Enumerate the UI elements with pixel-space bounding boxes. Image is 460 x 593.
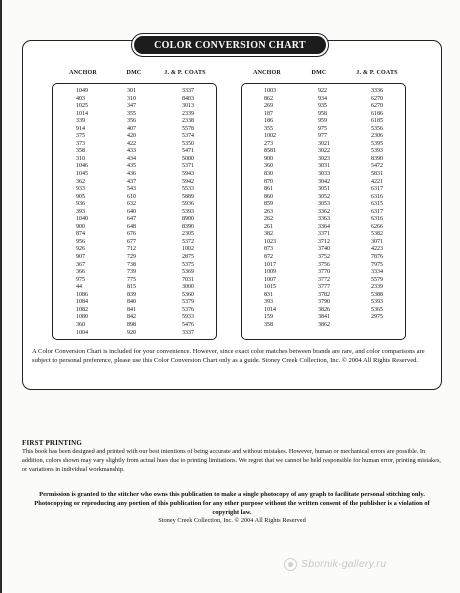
table-cell: 1023	[264, 238, 276, 245]
table-cell: 3336	[371, 88, 383, 94]
table-cell: 422	[127, 140, 136, 147]
table-cell: 2339	[182, 110, 194, 117]
table-cell: 301	[127, 88, 136, 94]
table-cell: 159	[264, 314, 273, 321]
table-cell: 6317	[371, 186, 383, 193]
table-cell: 3022	[318, 148, 330, 155]
table-cell: 5578	[182, 125, 194, 132]
chart-title: COLOR CONVERSION CHART	[132, 34, 328, 56]
table-cell: 3051	[318, 186, 330, 193]
table-cell: 3790	[318, 299, 330, 306]
table-cell: 393	[76, 208, 85, 215]
table-cell: 261	[264, 223, 273, 230]
table-cell: 437	[127, 178, 136, 185]
table-cell: 1082	[76, 306, 88, 313]
table-cell: 977	[318, 133, 327, 140]
table-cell: 273	[264, 140, 273, 147]
table-cell: 1014	[76, 110, 88, 117]
table-cell: 3363	[318, 216, 330, 223]
table-cell: 2305	[182, 231, 194, 238]
table-cell: 647	[127, 216, 136, 223]
table-cell: 729	[127, 254, 136, 261]
table-cell: 4221	[371, 178, 383, 185]
table-cell: 6266	[371, 223, 383, 230]
table-cell: 356	[127, 118, 136, 125]
table-cell: 3862	[318, 321, 330, 328]
table-cell: 870	[264, 178, 273, 185]
table-cell: 3021	[318, 140, 330, 147]
table-cell: 4223	[371, 246, 383, 253]
table-cell: 872	[264, 254, 273, 261]
table-cell: 393	[264, 299, 273, 306]
table-cell: 975	[318, 125, 327, 132]
watermark-text: Sbornik-gallery.ru	[301, 558, 387, 570]
table-cell: 5933	[182, 314, 194, 321]
table-cell: 6316	[371, 193, 383, 200]
table-cell: 269	[264, 103, 273, 110]
table-cell: 5476	[182, 321, 194, 328]
table-cell: 5371	[182, 163, 194, 170]
col-left-jpcoats	[182, 88, 222, 337]
table-cell: 839	[127, 291, 136, 298]
header-dmc-right: DMC	[311, 70, 327, 76]
header-dmc-left: DMC	[126, 70, 142, 76]
table-cell: 3000	[182, 284, 194, 291]
table-cell: 44	[76, 284, 82, 291]
table-cell: 841	[127, 306, 136, 313]
table-cell: 6270	[371, 103, 383, 110]
table-cell: 859	[264, 201, 273, 208]
table-cell: 5356	[371, 125, 383, 132]
table-cell: 5831	[371, 171, 383, 178]
table-cell: 3031	[318, 163, 330, 170]
table-cell: 815	[127, 284, 136, 291]
table-cell: 900	[264, 155, 273, 162]
table-cell: 874	[76, 231, 85, 238]
table-cell: 6185	[371, 118, 383, 125]
permission-notice: Permission is granted to the stitcher who owns this publication to make a single photocopy of any graph to facilitate personal stitching only. Photocopying or reproducing any portion of this publication for any other purpose without the written consent of the publisher is a violation of copyright law.	[34, 491, 430, 517]
table-cell: 632	[127, 201, 136, 208]
header-jpcoats-right: J. & P. COATS	[356, 70, 398, 76]
table-cell: 7031	[182, 276, 194, 283]
table-cell: 7876	[371, 254, 383, 261]
table-cell: 842	[127, 314, 136, 321]
table-cell: 3782	[318, 291, 330, 298]
table-cell: 347	[127, 103, 136, 110]
table-cell: 831	[264, 291, 273, 298]
col-right-anchor	[264, 88, 304, 330]
table-cell: 926	[76, 246, 85, 253]
col-left-dmc	[127, 88, 167, 337]
table-cell: 933	[76, 186, 85, 193]
table-cell: 360	[264, 163, 273, 170]
table-cell: 3362	[318, 208, 330, 215]
table-cell: 2975	[371, 314, 383, 321]
table-cell: 1007	[264, 276, 276, 283]
col-right-dmc	[318, 88, 358, 330]
table-cell: 5533	[182, 186, 194, 193]
table-cell: 1086	[76, 291, 88, 298]
table-cell: 5379	[182, 299, 194, 306]
table-cell: 900	[76, 223, 85, 230]
table-cell: 830	[264, 171, 273, 178]
table-cell: 186	[264, 118, 273, 125]
table-cell: 6270	[371, 95, 383, 102]
chart-disclaimer: A Color Conversion Chart is included for your convenience. However, since exact color matches between brands are rare, and color comparisons are subject to personal preference, please use this Color Conversion Chart only as a guide. Stoney Creek Collection, Inc. © 2004 All Rights Reserved.	[32, 348, 425, 364]
table-cell: 8581	[264, 148, 276, 155]
table-cell: 1003	[264, 88, 276, 94]
table-cell: 860	[264, 193, 273, 200]
table-cell: 935	[318, 103, 327, 110]
table-cell: 263	[264, 208, 273, 215]
header-anchor-right: ANCHOR	[253, 70, 281, 76]
table-cell: 362	[76, 178, 85, 185]
table-cell: 543	[127, 186, 136, 193]
table-cell: 373	[76, 140, 85, 147]
table-cell: 5376	[182, 306, 194, 313]
table-cell: 2338	[182, 118, 194, 125]
table-cell: 6316	[371, 216, 383, 223]
table-cell: 922	[318, 88, 327, 94]
table-cell: 1004	[76, 329, 88, 336]
table-cell: 3841	[318, 314, 330, 321]
table-cell: 5365	[371, 306, 383, 313]
table-cell: 934	[318, 95, 327, 102]
table-cell: 2339	[371, 284, 383, 291]
table-cell: 5579	[371, 276, 383, 283]
table-cell: 640	[127, 208, 136, 215]
table-cell: 3826	[318, 306, 330, 313]
table-cell: 5369	[182, 269, 194, 276]
table-cell: 5936	[182, 201, 194, 208]
table-cell: 355	[264, 125, 273, 132]
table-cell: 3740	[318, 246, 330, 253]
table-cell: 3712	[318, 238, 330, 245]
table-cell: 5360	[182, 291, 194, 298]
table-cell: 3337	[182, 88, 194, 94]
table-cell: 5889	[182, 193, 194, 200]
table-cell: 1080	[76, 314, 88, 321]
table-cell: 5000	[182, 155, 194, 162]
table-cell: 7975	[371, 261, 383, 268]
table-cell: 739	[127, 269, 136, 276]
table-cell: 3013	[182, 103, 194, 110]
table-cell: 936	[76, 201, 85, 208]
table-cell: 3334	[371, 269, 383, 276]
table-cell: 3033	[318, 171, 330, 178]
col-left-anchor	[76, 88, 116, 337]
table-cell: 676	[127, 231, 136, 238]
table-cell: 1009	[264, 269, 276, 276]
table-cell: 920	[127, 329, 136, 336]
table-cell: 8403	[182, 95, 194, 102]
table-cell: 958	[318, 110, 327, 117]
table-cell: 1002	[264, 133, 276, 140]
table-cell: 375	[76, 133, 85, 140]
first-printing-heading: FIRST PRINTING	[22, 439, 83, 447]
header-anchor-left: ANCHOR	[69, 70, 97, 76]
table-cell: 975	[76, 276, 85, 283]
col-right-jpcoats	[371, 88, 411, 330]
table-cell: 6317	[371, 208, 383, 215]
table-cell: 1084	[76, 299, 88, 306]
table-cell: 677	[127, 238, 136, 245]
table-cell: 3752	[318, 254, 330, 261]
table-cell: 907	[76, 254, 85, 261]
table-cell: 3053	[318, 201, 330, 208]
table-cell: 358	[264, 321, 273, 328]
table-cell: 5393	[371, 299, 383, 306]
table-cell: 3337	[182, 329, 194, 336]
table-cell: 1046	[76, 163, 88, 170]
table-cell: 3371	[318, 231, 330, 238]
header-jpcoats-left: J. & P. COATS	[164, 70, 206, 76]
table-cell: 873	[264, 246, 273, 253]
table-cell: 5393	[371, 148, 383, 155]
table-cell: 5471	[182, 148, 194, 155]
table-cell: 3023	[318, 155, 330, 162]
table-cell: 840	[127, 299, 136, 306]
table-cell: 1049	[76, 88, 88, 94]
table-cell: 712	[127, 246, 136, 253]
table-cell: 6315	[371, 201, 383, 208]
table-cell: 1040	[76, 216, 88, 223]
table-cell: 5472	[371, 163, 383, 170]
table-cell: 862	[264, 95, 273, 102]
table-cell: 3770	[318, 269, 330, 276]
table-cell: 5393	[182, 208, 194, 215]
page-edge	[0, 0, 2, 593]
table-cell: 420	[127, 133, 136, 140]
table-cell: 8390	[371, 155, 383, 162]
table-cell: 360	[76, 321, 85, 328]
table-cell: 5943	[182, 171, 194, 178]
table-cell: 3777	[318, 284, 330, 291]
table-cell: 861	[264, 186, 273, 193]
table-cell: 366	[76, 269, 85, 276]
table-cell: 8390	[182, 223, 194, 230]
table-cell: 3071	[371, 238, 383, 245]
table-cell: 433	[127, 148, 136, 155]
table-cell: 1017	[264, 261, 276, 268]
watermark-logo	[284, 553, 434, 575]
table-cell: 5395	[371, 140, 383, 147]
table-cell: 436	[127, 171, 136, 178]
table-cell: 3772	[318, 276, 330, 283]
table-cell: 5388	[371, 291, 383, 298]
table-cell: 5372	[182, 238, 194, 245]
table-cell: 355	[127, 110, 136, 117]
table-cell: 3364	[318, 223, 330, 230]
table-cell: 5375	[182, 261, 194, 268]
table-cell: 914	[76, 125, 85, 132]
table-cell: 403	[76, 95, 85, 102]
table-cell: 8900	[182, 216, 194, 223]
table-cell: 3052	[318, 193, 330, 200]
table-cell: 2306	[371, 133, 383, 140]
table-cell: 310	[76, 155, 85, 162]
table-cell: 434	[127, 155, 136, 162]
table-cell: 775	[127, 276, 136, 283]
table-cell: 5942	[182, 178, 194, 185]
table-cell: 3756	[318, 261, 330, 268]
table-cell: 6186	[371, 110, 383, 117]
table-cell: 1025	[76, 103, 88, 110]
table-cell: 187	[264, 110, 273, 117]
table-cell: 339	[76, 118, 85, 125]
table-cell: 435	[127, 163, 136, 170]
table-cell: 5350	[182, 140, 194, 147]
table-cell	[371, 322, 411, 330]
first-printing-text: This book has been designed and printed with our best intentions of being accurate and without mistakes. However, human or mechanical errors are possible. In addition, colors shown may vary slightly from actual hues due to printing limitations. We regret that we cannot be held responsible for human error, printing mistakes, or variations in individual workmanship.	[22, 448, 441, 473]
table-cell: 648	[127, 223, 136, 230]
table-cell: 1045	[76, 171, 88, 178]
table-cell: 407	[127, 125, 136, 132]
table-cell: 898	[127, 321, 136, 328]
table-cell: 959	[318, 118, 327, 125]
copyright-line: Stoney Creek Collection, Inc. © 2004 All Rights Reserved	[158, 517, 306, 524]
table-cell: 5382	[371, 231, 383, 238]
table-cell: 1014	[264, 306, 276, 313]
table-cell: 956	[76, 238, 85, 245]
table-cell: 610	[127, 193, 136, 200]
table-cell: 310	[127, 95, 136, 102]
table-cell: 2875	[182, 254, 194, 261]
table-cell: 905	[76, 193, 85, 200]
table-cell: 738	[127, 261, 136, 268]
gallery-logo-icon	[284, 558, 297, 571]
table-cell: 1002	[182, 246, 194, 253]
table-cell: 3042	[318, 178, 330, 185]
table-cell: 1015	[264, 284, 276, 291]
table-cell: 367	[76, 261, 85, 268]
table-cell: 262	[264, 216, 273, 223]
table-cell: 358	[76, 148, 85, 155]
table-cell: 5374	[182, 133, 194, 140]
table-cell: 382	[264, 231, 273, 238]
